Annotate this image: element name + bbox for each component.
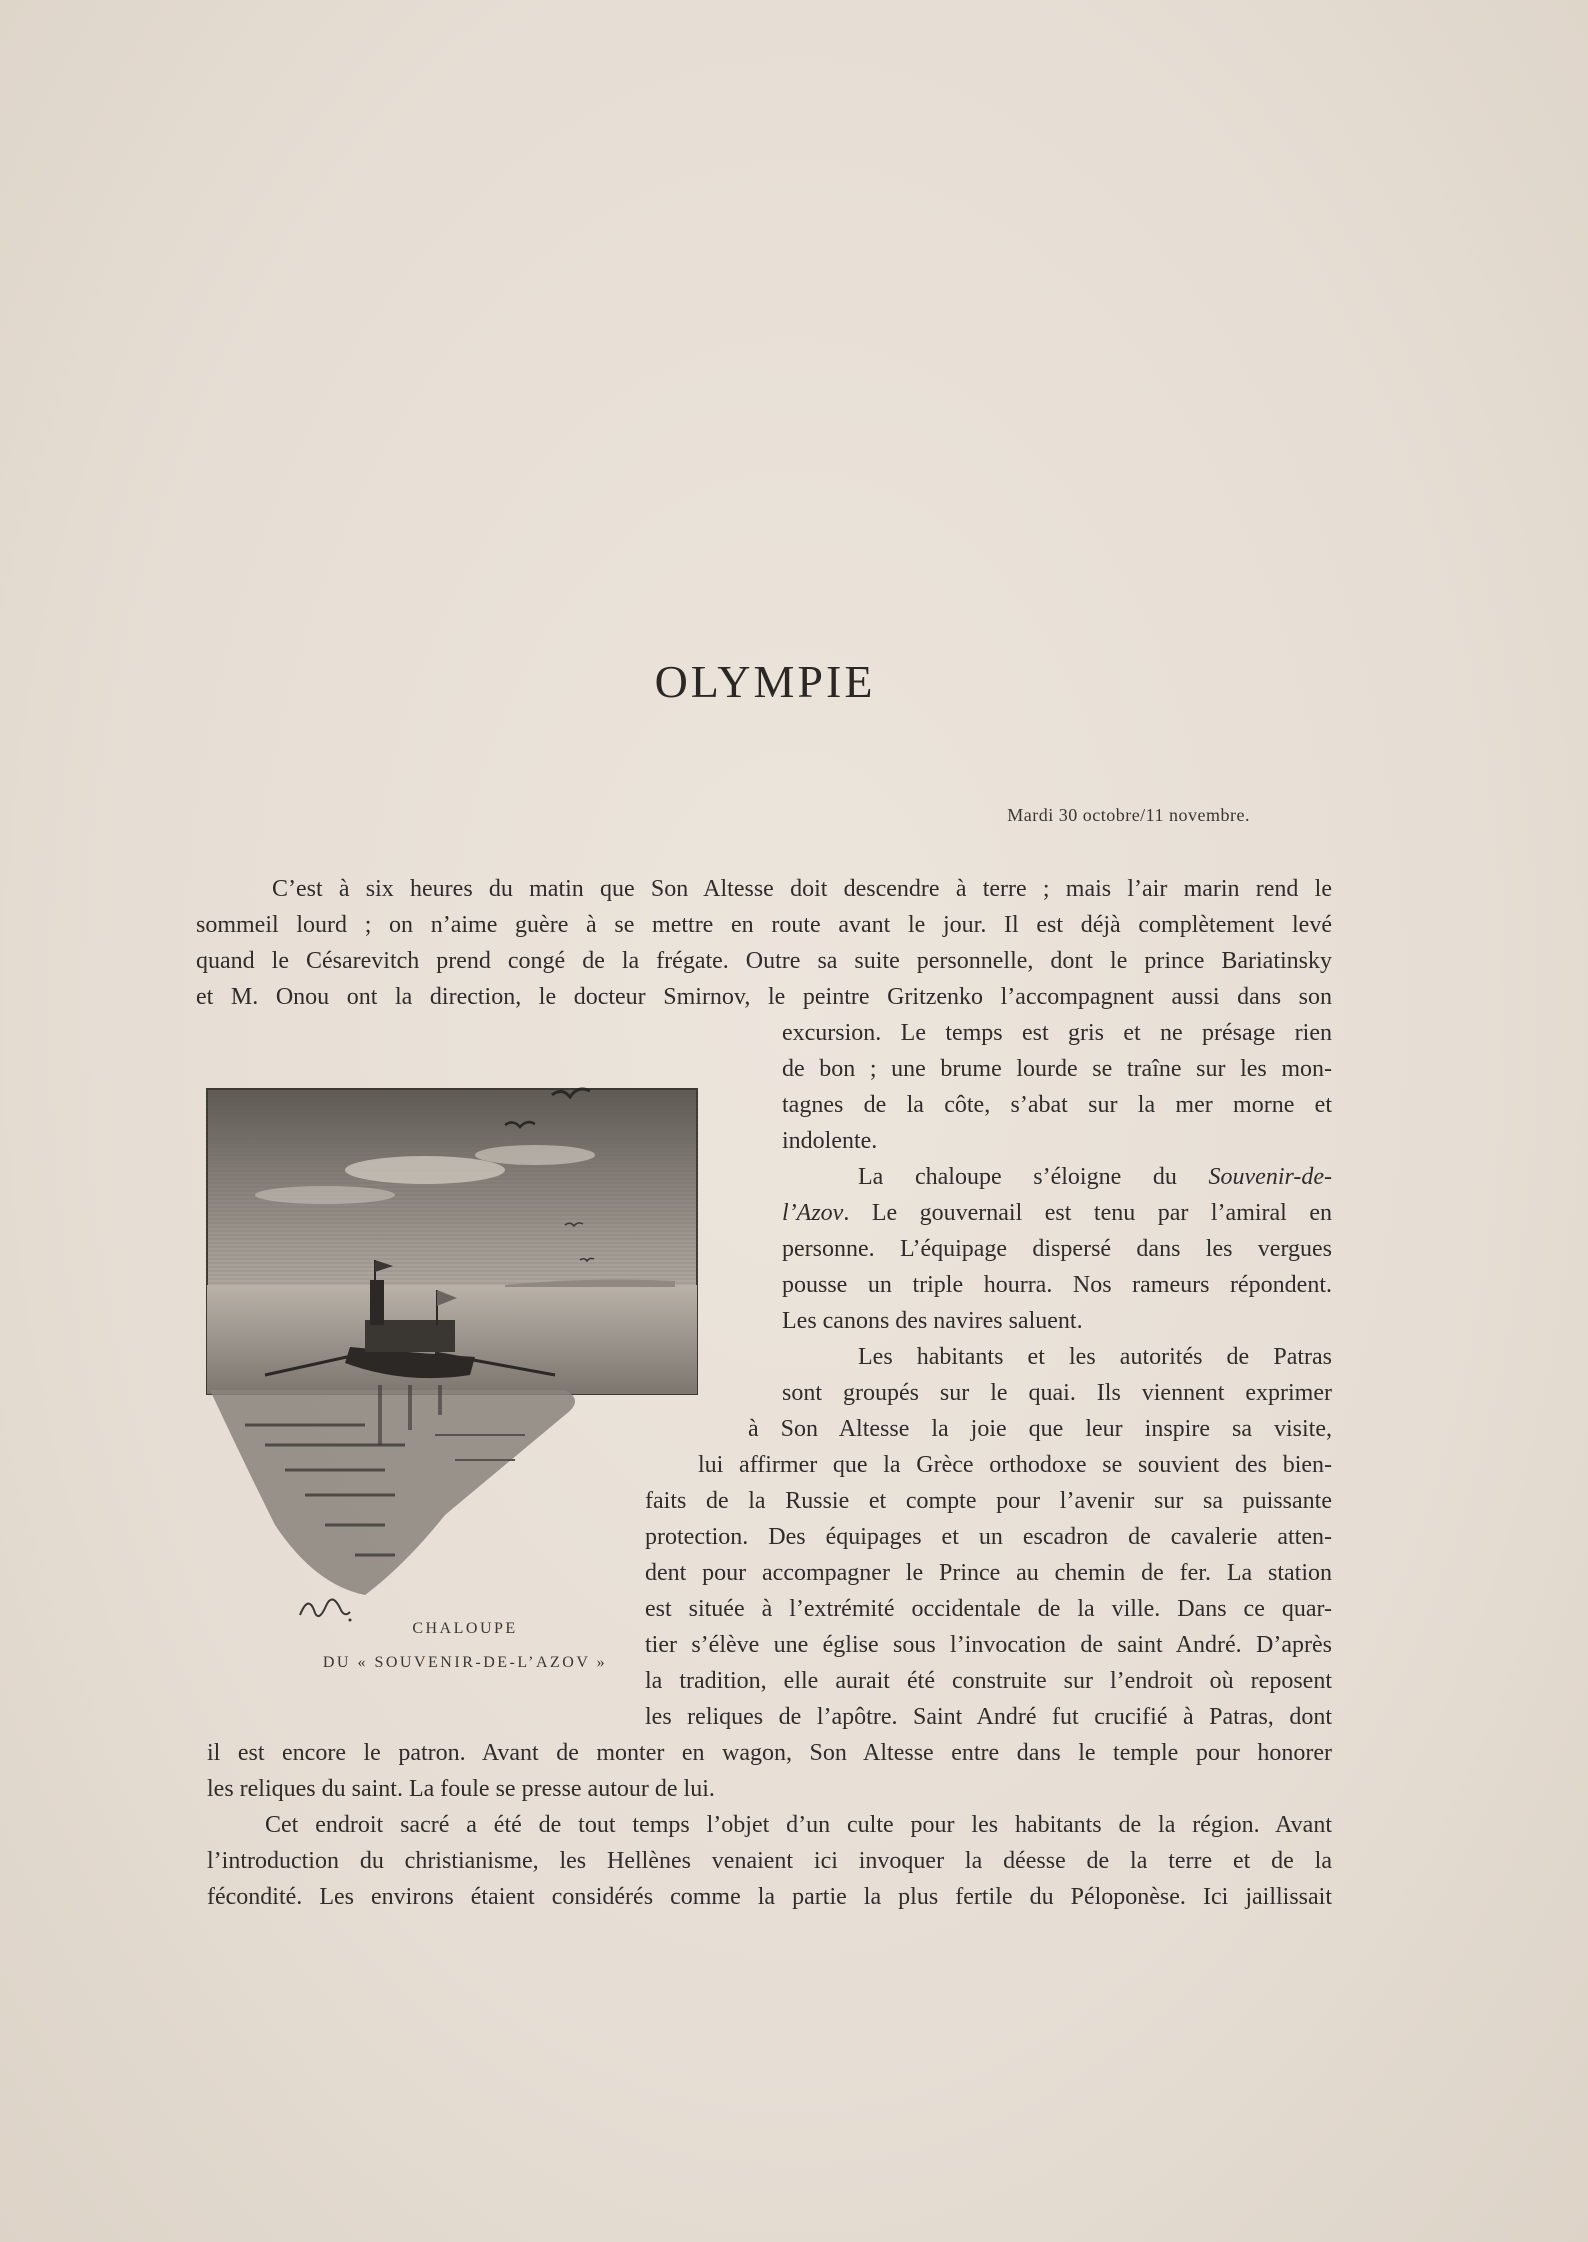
text-line: pousse un triple hourra. Nos rameurs répondent. <box>782 1272 1332 1298</box>
text-line: de bon ; une brume lourde se traîne sur les mon- <box>782 1056 1332 1082</box>
text-line: tagnes de la côte, s’abat sur la mer morne et <box>782 1092 1332 1118</box>
text-line: excursion. Le temps est gris et ne présage rien <box>782 1020 1332 1046</box>
text-line: Les canons des navires saluent. <box>782 1308 1083 1334</box>
text-line: il est encore le patron. Avant de monter en wagon, Son Altesse entre dans le temple pour honorer <box>207 1740 1332 1766</box>
ship-name-italic-end: l’Azov <box>782 1200 844 1226</box>
text-line: C’est à six heures du matin que Son Altesse doit descendre à terre ; mais l’air marin rend le <box>272 876 1332 902</box>
page-title: OLYMPIE <box>654 656 876 707</box>
dateline: Mardi 30 octobre/11 novembre. <box>1007 805 1250 825</box>
text-line: les reliques de l’apôtre. Saint André fut crucifié à Patras, dont <box>645 1704 1332 1730</box>
text-line <box>782 1195 1332 1231</box>
text-line: à Son Altesse la joie que leur inspire sa visite, <box>748 1416 1332 1442</box>
text-line: personne. L’équipage dispersé dans les vergues <box>782 1236 1332 1262</box>
ship-name-italic: Souvenir-de- <box>1208 1164 1332 1190</box>
text-line: tier s’élève une église sous l’invocation de saint André. D’après <box>645 1632 1332 1658</box>
text-line: Cet endroit sacré a été de tout temps l’objet d’un culte pour les habitants de la région. Avant <box>265 1812 1332 1838</box>
text-line: sommeil lourd ; on n’aime guère à se mettre en route avant le jour. Il est déjà complètement levé <box>196 912 1332 938</box>
text-line: lui affirmer que la Grèce orthodoxe se souvient des bien- <box>698 1452 1332 1478</box>
caption-line-1: CHALOUPE <box>412 1620 518 1637</box>
text-line: l’introduction du christianisme, les Hellènes venaient ici invoquer la déesse de la terre et de la <box>207 1848 1332 1874</box>
text-line: sont groupés sur le quai. Ils viennent exprimer <box>782 1380 1332 1406</box>
text-line: les reliques du saint. La foule se presse autour de lui. <box>207 1776 715 1802</box>
text-line: quand le Césarevitch prend congé de la frégate. Outre sa suite personnelle, dont le prince Bariatinsky <box>196 948 1332 974</box>
text-line: la tradition, elle aurait été construite sur l’endroit où reposent <box>645 1668 1332 1694</box>
text-line: Les habitants et les autorités de Patras <box>858 1344 1332 1370</box>
text-line: indolente. <box>782 1128 878 1154</box>
text-line: protection. Des équipages et un escadron de cavalerie atten- <box>645 1524 1332 1550</box>
text-fragment: . Le gouvernail est tenu par l’amiral en <box>843 1200 1332 1226</box>
text-line: dent pour accompagner le Prince au chemin de fer. La station <box>645 1560 1332 1586</box>
text-line: et M. Onou ont la direction, le docteur Smirnov, le peintre Gritzenko l’accompagnent aussi dans son <box>196 984 1332 1010</box>
text-line <box>858 1159 1332 1195</box>
text-line: est située à l’extrémité occidentale de la ville. Dans ce quar- <box>645 1596 1332 1622</box>
text-fragment: La chaloupe s’éloigne du <box>858 1164 1209 1190</box>
text-line: fécondité. Les environs étaient considérés comme la partie la plus fertile du Péloponèse. Ici jaillissait <box>207 1884 1332 1910</box>
text-line: faits de la Russie et compte pour l’avenir sur sa puissante <box>645 1488 1332 1514</box>
caption-line-2: DU « SOUVENIR-DE-L’AZOV » <box>322 1654 608 1671</box>
chaloupe-engraving <box>205 1085 700 1605</box>
